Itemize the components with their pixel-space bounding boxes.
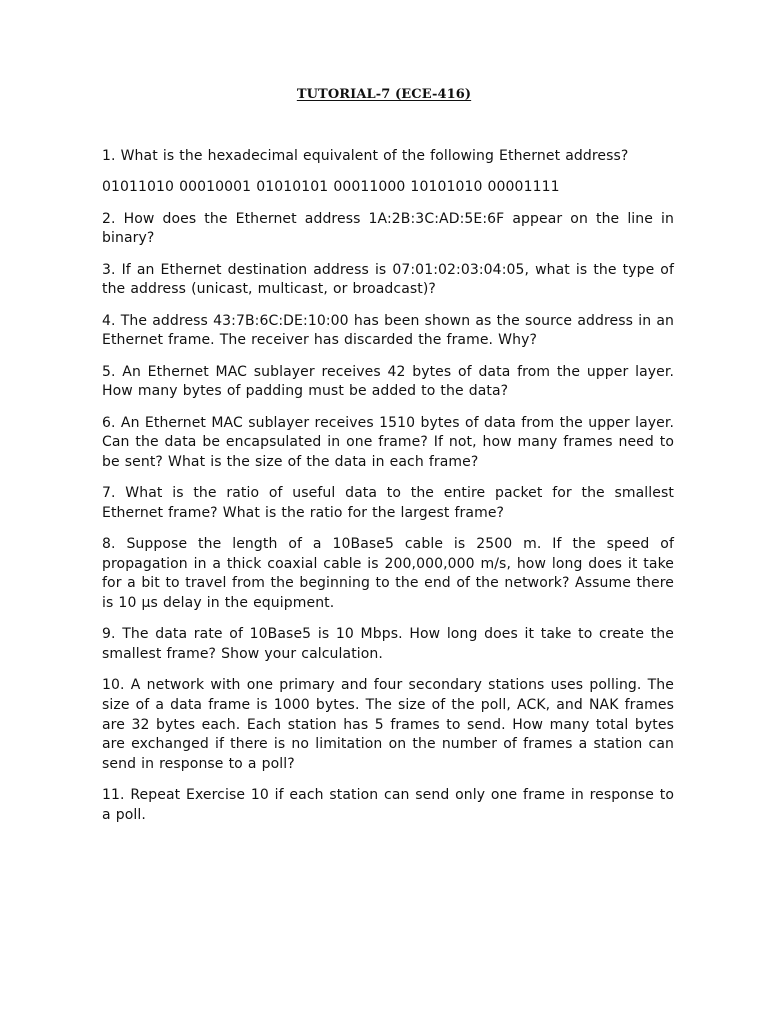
page-title: TUTORIAL-7 (ECE-416) <box>296 87 472 102</box>
question-6: 6. An Ethernet MAC sublayer receives 1510 bytes of data from the upper layer. Can the data be encapsulated in one frame? If not, how many frames need to be sent? What is the size of the data in each frame? <box>102 414 674 470</box>
question-7: 7. What is the ratio of useful data to the entire packet for the smallest Ethernet frame? What is the ratio for the largest frame? <box>102 485 674 521</box>
question-list <box>102 147 674 837</box>
question-2: 2. How does the Ethernet address 1A:2B:3C:AD:5E:6F appear on the line in binary? <box>102 210 674 247</box>
question-4: 4. The address 43:7B:6C:DE:10:00 has been shown as the source address in an Ethernet frame. The receiver has discarded the frame. Why? <box>102 312 674 349</box>
question-1: 1. What is the hexadecimal equivalent of the following Ethernet address? <box>102 148 629 164</box>
question-9: 9. The data rate of 10Base5 is 10 Mbps. How long does it take to create the smallest frame? Show your calculation. <box>102 626 674 663</box>
question-5: 5. An Ethernet MAC sublayer receives 42 bytes of data from the upper layer. How many bytes of padding must be added to the data? <box>102 363 674 400</box>
ethernet-address-binary: 01011010 00010001 01010101 00011000 10101010 00001111 <box>102 179 560 196</box>
question-11: 11. Repeat Exercise 10 if each station can send only one frame in response to a poll. <box>102 787 674 823</box>
question-3: 3. If an Ethernet destination address is 07:01:02:03:04:05, what is the type of the address (unicast, multicast, or broadcast)? <box>102 261 674 298</box>
question-8: 8. Suppose the length of a 10Base5 cable is 2500 m. If the speed of propagation in a thick coaxial cable is 200,000,000 m/s, how long does it take for a bit to travel from the beginning to the end of the network? Assume there is 10 µs delay in the equipment. <box>102 536 674 612</box>
question-10: 10. A network with one primary and four secondary stations uses polling. The size of a data frame is 1000 bytes. The size of the poll, ACK, and NAK frames are 32 bytes each. Each station has 5 frames to send. How many total bytes are exchanged if there is no limitation on the number of frames a station can send in response to a poll? <box>102 677 674 772</box>
